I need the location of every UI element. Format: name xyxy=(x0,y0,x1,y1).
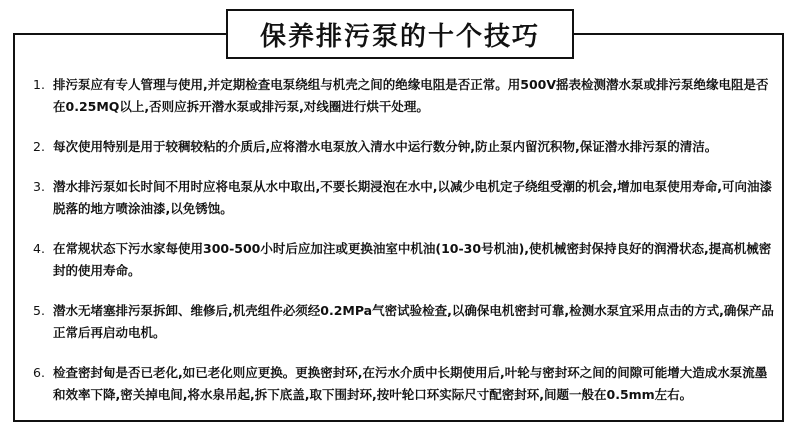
tip-number: 5. xyxy=(33,303,45,318)
tip-item xyxy=(33,176,778,220)
tip-text: 潜水无堵塞排污泵拆卸、维修后,机壳组件必须经0.2MPa气密试验检查,以确保电机密封可靠,检测水泵宜采用点击的方式,确保产品正常后再启动电机。 xyxy=(53,303,774,340)
tip-text: 检查密封甸是否已老化,如已老化则应更换。更换密封环,在污水介质中长期使用后,叶轮与密封环之间的间隙可能增大造成水泵流墨和效率下降,密关掉电间,将水泉吊起,拆下底盖,取下围封环,按叶轮口环实际尺寸配密封环,间题一般在0.5mm左右。 xyxy=(53,365,768,402)
tip-item xyxy=(33,74,778,118)
tip-number: 3. xyxy=(33,179,45,194)
tip-item xyxy=(33,300,778,344)
tip-text: 在常规状态下污水家每使用300-500小时后应加注或更换油室中机油(10-30号机油),使机械密封保持良好的润滑状态,提高机械密封的使用寿命。 xyxy=(53,241,772,278)
tip-number: 1. xyxy=(33,77,45,92)
page-title: 保养排污泵的十个技巧 xyxy=(259,21,540,52)
tip-item xyxy=(33,238,778,282)
tip-item xyxy=(33,136,778,158)
title-box xyxy=(226,9,574,59)
tip-text: 潜水排污泵如长时间不用时应将电泵从水中取出,不要长期浸泡在水中,以减少电机定子绕组受潮的机会,增加电泵使用寿命,可向油漆脱落的地方喷涂油漆,以免锈蚀。 xyxy=(53,179,772,216)
tip-number: 6. xyxy=(33,365,45,380)
tip-text: 每次使用特别是用于较稠较粘的介质后,应将潜水电泵放入清水中运行数分钟,防止泵内留沉积物,保证潜水排污泵的清洁。 xyxy=(53,139,718,154)
tip-number: 2. xyxy=(33,139,45,154)
tip-item xyxy=(33,362,778,406)
tip-text: 排污泵应有专人管理与使用,并定期检查电泵绕组与机壳之间的绝缘电阻是否正常。用500V摇表检测潜水泵或排污泵绝缘电阻是否在0.25MQ以上,否则应拆开潜水泵或排污泵,对线圈进行烘干处理。 xyxy=(53,77,769,114)
tips-list xyxy=(33,74,778,424)
tip-number: 4. xyxy=(33,241,45,256)
